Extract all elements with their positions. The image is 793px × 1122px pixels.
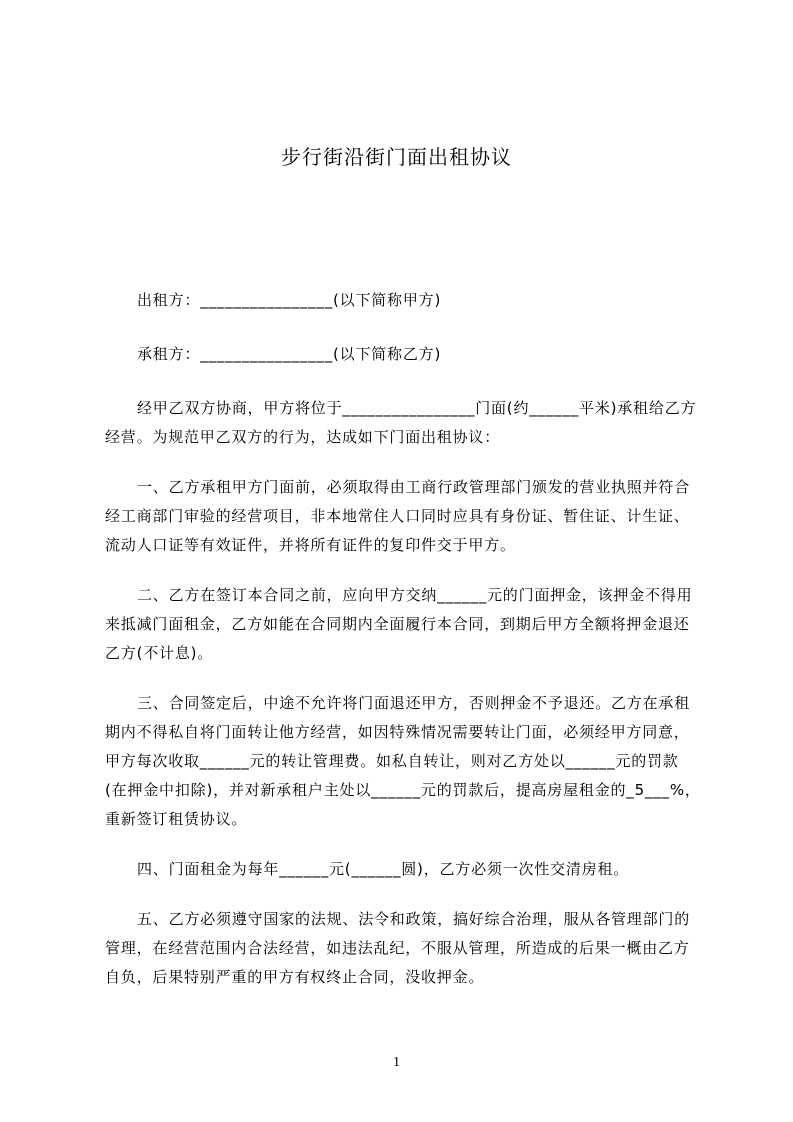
paragraph-line: 四、门面租金为每年______元(______圆)，乙方必须一次性交清房租。	[137, 860, 630, 878]
paragraph-line: (在押金中扣除)，并对新承租户主处以______元的罚款后，提高房屋租金的_5___%，	[105, 781, 701, 799]
paragraph-line: 一、乙方承租甲方门面前，必须取得由工商行政管理部门颁发的营业执照并符合	[137, 478, 691, 496]
paragraph-line: 二、乙方在签订本合同之前，应向甲方交纳______元的门面押金，该押金不得用	[137, 586, 693, 604]
document-title: 步行街沿街门面出租协议	[281, 145, 512, 169]
lessor-text: 出租方：________________(以下简称甲方)	[137, 291, 442, 309]
paragraph-line: 来抵减门面租金，乙方如能在合同期内全面履行本合同，到期后甲方全额将押金退还	[105, 615, 690, 633]
paragraph-line: 期内不得私自将门面转让他方经营，如因特殊情况需要转让门面，必须经甲方同意，	[105, 723, 690, 741]
paragraph-line: 三、合同签定后，中途不允许将门面退还甲方，否则押金不予退还。乙方在承租	[137, 694, 691, 712]
page-number: 1	[393, 1055, 400, 1070]
clause-paragraph	[105, 855, 705, 884]
clause-paragraph	[105, 394, 705, 452]
clause-paragraph	[105, 905, 705, 992]
lessee-text: 承租方：________________(以下简称乙方)	[137, 345, 442, 363]
paragraph-line: 自负，后果特别严重的甲方有权终止合同，没收押金。	[105, 968, 485, 986]
paragraph-line: 乙方(不计息)。	[105, 644, 214, 662]
lessor-line	[105, 286, 705, 315]
clause-paragraph	[105, 581, 705, 668]
paragraph-line: 经甲乙双方协商，甲方将位于________________门面(约______平米)承租给乙方	[137, 399, 697, 417]
clause-paragraph	[105, 689, 705, 834]
paragraph-line: 管理，在经营范围内合法经营，如违法乱纪，不服从管理，所造成的后果一概由乙方	[105, 939, 690, 957]
paragraph-line: 重新签订租赁协议。	[105, 810, 248, 828]
lessee-line	[105, 340, 705, 369]
paragraph-line: 五、乙方必须遵守国家的法规、法令和政策，搞好综合治理，服从各管理部门的	[137, 910, 691, 928]
clause-paragraph	[105, 473, 705, 560]
paragraph-line: 流动人口证等有效证件，并将所有证件的复印件交于甲方。	[105, 536, 516, 554]
document-body	[105, 286, 705, 1013]
paragraph-line: 甲方每次收取______元的转让管理费。如私自转让，则对乙方处以______元的罚款	[105, 752, 679, 770]
paragraph-line: 经营。为规范甲乙双方的行为，达成如下门面出租协议：	[105, 428, 501, 446]
paragraph-line: 经工商部门审验的经营项目，非本地常住人口同时应具有身份证、暂住证、计生证、	[105, 507, 690, 525]
